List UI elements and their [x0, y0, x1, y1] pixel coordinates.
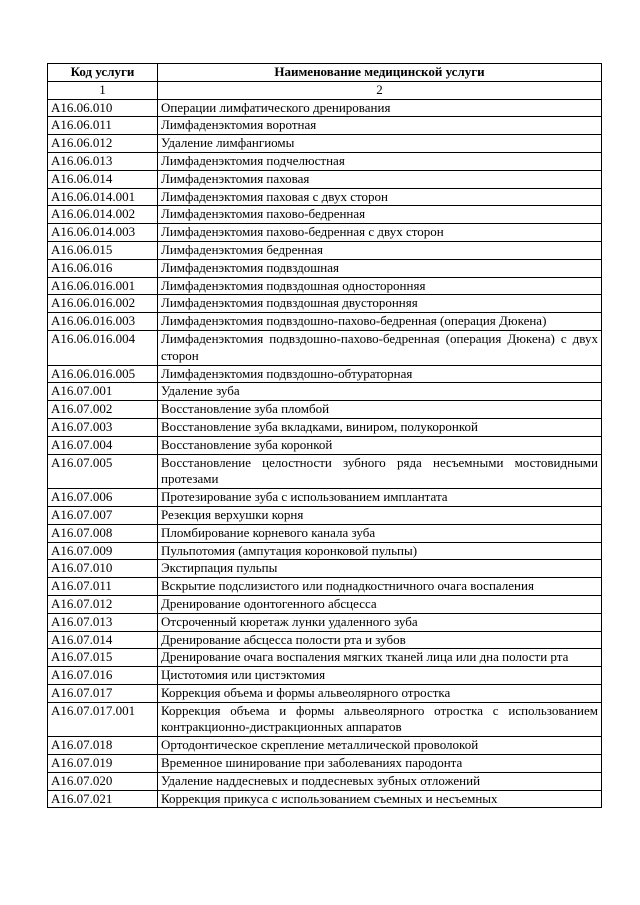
service-code: A16.07.019	[48, 755, 158, 773]
service-code: A16.06.016.004	[48, 330, 158, 365]
table-row	[48, 365, 602, 383]
table-row	[48, 524, 602, 542]
table-row	[48, 649, 602, 667]
service-name: Коррекция прикуса с использованием съемных и несъемных	[158, 790, 602, 808]
service-code: A16.06.016.001	[48, 277, 158, 295]
table-row	[48, 313, 602, 331]
table-row	[48, 560, 602, 578]
service-code: A16.07.012	[48, 595, 158, 613]
table-row	[48, 99, 602, 117]
table-row	[48, 418, 602, 436]
column-number-row	[48, 81, 602, 99]
table-row	[48, 755, 602, 773]
table-row	[48, 454, 602, 489]
service-name: Лимфаденэктомия паховая	[158, 170, 602, 188]
service-code: A16.07.003	[48, 418, 158, 436]
table-row	[48, 152, 602, 170]
service-code: A16.06.016.002	[48, 295, 158, 313]
table-row	[48, 542, 602, 560]
service-name: Операции лимфатического дренирования	[158, 99, 602, 117]
service-code: A16.07.007	[48, 506, 158, 524]
table-row	[48, 259, 602, 277]
table-row	[48, 277, 602, 295]
table-row	[48, 401, 602, 419]
table-row	[48, 436, 602, 454]
service-name: Лимфаденэктомия подвздошно-пахово-бедренная (операция Дюкена) с двух сторон	[158, 330, 602, 365]
service-code: A16.07.002	[48, 401, 158, 419]
table-row	[48, 737, 602, 755]
table-row	[48, 383, 602, 401]
service-name: Отсроченный кюретаж лунки удаленного зуба	[158, 613, 602, 631]
service-code: A16.07.005	[48, 454, 158, 489]
service-name: Ортодонтическое скрепление металлической проволокой	[158, 737, 602, 755]
service-name: Лимфаденэктомия воротная	[158, 117, 602, 135]
service-code: A16.07.009	[48, 542, 158, 560]
service-name: Лимфаденэктомия паховая с двух сторон	[158, 188, 602, 206]
service-code: A16.06.014.003	[48, 224, 158, 242]
service-name: Удаление наддесневых и поддесневых зубных отложений	[158, 772, 602, 790]
service-code: A16.06.015	[48, 241, 158, 259]
table-row	[48, 295, 602, 313]
service-name: Удаление лимфангиомы	[158, 135, 602, 153]
table-row	[48, 684, 602, 702]
table-row	[48, 631, 602, 649]
table-row	[48, 206, 602, 224]
service-name: Лимфаденэктомия подчелюстная	[158, 152, 602, 170]
service-name: Восстановление зуба пломбой	[158, 401, 602, 419]
service-code: A16.07.010	[48, 560, 158, 578]
service-code: A16.07.011	[48, 578, 158, 596]
header-name: Наименование медицинской услуги	[158, 64, 602, 82]
service-code: A16.06.014.002	[48, 206, 158, 224]
service-name: Восстановление зуба вкладками, виниром, полукоронкой	[158, 418, 602, 436]
service-code: A16.06.010	[48, 99, 158, 117]
table-row	[48, 170, 602, 188]
service-name: Пломбирование корневого канала зуба	[158, 524, 602, 542]
service-name: Резекция верхушки корня	[158, 506, 602, 524]
service-name: Коррекция объема и формы альвеолярного отростка	[158, 684, 602, 702]
service-code: A16.06.014	[48, 170, 158, 188]
service-name: Временное шинирование при заболеваниях пародонта	[158, 755, 602, 773]
table-row	[48, 241, 602, 259]
service-name: Лимфаденэктомия бедренная	[158, 241, 602, 259]
table-row	[48, 790, 602, 808]
service-name: Пульпотомия (ампутация коронковой пульпы)	[158, 542, 602, 560]
service-name: Лимфаденэктомия подвздошная двусторонняя	[158, 295, 602, 313]
table-row	[48, 135, 602, 153]
service-code: A16.07.013	[48, 613, 158, 631]
service-code: A16.06.016.003	[48, 313, 158, 331]
header-row	[48, 64, 602, 82]
service-code: A16.06.016.005	[48, 365, 158, 383]
table-row	[48, 117, 602, 135]
service-name: Лимфаденэктомия подвздошно-пахово-бедренная (операция Дюкена)	[158, 313, 602, 331]
service-code: A16.07.008	[48, 524, 158, 542]
service-name: Вскрытие подслизистого или поднадкостничного очага воспаления	[158, 578, 602, 596]
header-code: Код услуги	[48, 64, 158, 82]
service-name: Лимфаденэктомия подвздошно-обтураторная	[158, 365, 602, 383]
service-code: A16.07.006	[48, 489, 158, 507]
service-code: A16.07.014	[48, 631, 158, 649]
service-code: A16.07.017.001	[48, 702, 158, 737]
table-row	[48, 330, 602, 365]
table-row	[48, 489, 602, 507]
table-row	[48, 578, 602, 596]
table-row	[48, 772, 602, 790]
table-row	[48, 595, 602, 613]
column-number-2: 2	[158, 81, 602, 99]
service-code: A16.06.016	[48, 259, 158, 277]
service-code: A16.07.020	[48, 772, 158, 790]
service-code: A16.07.017	[48, 684, 158, 702]
service-name: Цистотомия или цистэктомия	[158, 667, 602, 685]
service-name: Восстановление целостности зубного ряда несъемными мостовидными протезами	[158, 454, 602, 489]
service-name: Удаление зуба	[158, 383, 602, 401]
service-code: A16.07.004	[48, 436, 158, 454]
table-row	[48, 224, 602, 242]
services-table	[47, 63, 602, 808]
table-row	[48, 667, 602, 685]
service-code: A16.06.012	[48, 135, 158, 153]
table-row	[48, 613, 602, 631]
service-name: Лимфаденэктомия подвздошная	[158, 259, 602, 277]
service-code: A16.07.018	[48, 737, 158, 755]
service-code: A16.07.016	[48, 667, 158, 685]
table-row	[48, 702, 602, 737]
table-row	[48, 506, 602, 524]
service-code: A16.06.013	[48, 152, 158, 170]
service-name: Лимфаденэктомия пахово-бедренная с двух сторон	[158, 224, 602, 242]
service-name: Дренирование абсцесса полости рта и зубов	[158, 631, 602, 649]
service-name: Протезирование зуба с использованием имплантата	[158, 489, 602, 507]
service-name: Коррекция объема и формы альвеолярного отростка с использованием контракционно-дистракционных аппаратов	[158, 702, 602, 737]
service-name: Дренирование одонтогенного абсцесса	[158, 595, 602, 613]
service-name: Лимфаденэктомия подвздошная односторонняя	[158, 277, 602, 295]
service-name: Дренирование очага воспаления мягких тканей лица или дна полости рта	[158, 649, 602, 667]
service-code: A16.07.021	[48, 790, 158, 808]
column-number-1: 1	[48, 81, 158, 99]
service-code: A16.07.001	[48, 383, 158, 401]
service-code: A16.07.015	[48, 649, 158, 667]
service-name: Восстановление зуба коронкой	[158, 436, 602, 454]
table-body	[48, 99, 602, 808]
service-name: Экстирпация пульпы	[158, 560, 602, 578]
table-row	[48, 188, 602, 206]
service-code: A16.06.011	[48, 117, 158, 135]
service-code: A16.06.014.001	[48, 188, 158, 206]
service-name: Лимфаденэктомия пахово-бедренная	[158, 206, 602, 224]
